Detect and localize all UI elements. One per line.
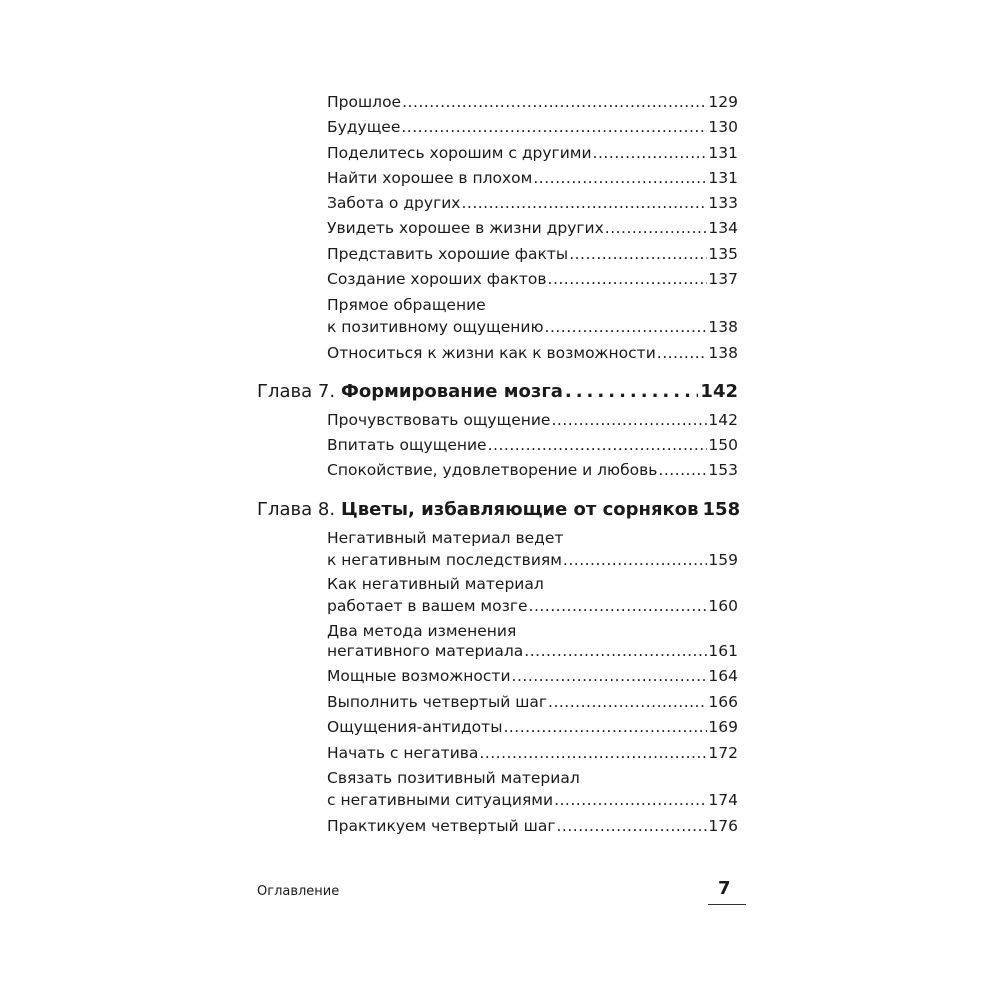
entry-title: к негативным последствиям (327, 551, 562, 569)
leader-dots (545, 317, 708, 337)
toc-entry (327, 410, 738, 430)
toc-entry-line1 (327, 528, 738, 548)
entry-page: 138 (708, 344, 738, 362)
entry-page: 137 (708, 270, 738, 288)
leader-dots (461, 193, 707, 213)
entry-page: 133 (708, 194, 738, 212)
leader-dots (556, 816, 707, 836)
page-number: 7 (718, 878, 731, 899)
toc-entry (327, 143, 738, 163)
toc-entry (327, 460, 738, 480)
entry-title: Практикуем четвертый шаг (327, 817, 556, 835)
leader-dots (605, 218, 708, 238)
entry-title: Прошлое (327, 93, 402, 111)
entry-title: Найти хорошее в плохом (327, 169, 533, 187)
toc-entry (327, 244, 738, 264)
chapter-label: Глава 8. (257, 499, 336, 520)
toc-entry (327, 92, 738, 112)
toc-entry (327, 816, 738, 836)
entry-title: Выполнить четвертый шаг (327, 693, 548, 711)
entry-title: Как негативный материал (327, 575, 544, 593)
leader-dots (548, 692, 707, 712)
entry-title: Представить хорошие факты (327, 245, 569, 263)
toc-entry (327, 692, 738, 712)
entry-title: Будущее (327, 118, 401, 136)
toc-entry (327, 269, 738, 289)
leader-dots (488, 435, 708, 455)
leader-dots (657, 343, 708, 363)
entry-page: 164 (708, 667, 738, 685)
chapter-label: Глава 7. (257, 381, 336, 402)
entry-page: 135 (708, 245, 738, 263)
entry-title: Впитать ощущение (327, 436, 487, 454)
toc-entry (327, 743, 738, 763)
entry-title: Поделитесь хорошим с другими (327, 144, 592, 162)
leader-dots (512, 666, 708, 686)
entry-page: 130 (708, 118, 738, 136)
entry-title: Негативный материал ведет (327, 529, 564, 547)
leader-dots (402, 92, 707, 112)
entry-title: Увидеть хорошее в жизни других (327, 219, 604, 237)
entry-title: с негативными ситуациями (327, 791, 554, 809)
chapter-heading (257, 381, 738, 403)
entry-page: 159 (708, 551, 738, 569)
leader-dots (565, 381, 699, 403)
leader-dots (548, 269, 708, 289)
entry-page: 134 (708, 219, 738, 237)
entry-page: 166 (708, 693, 738, 711)
chapter-heading (257, 499, 741, 521)
entry-title: Спокойствие, удовлетворение и любовь (327, 461, 658, 479)
toc-entry-line1 (327, 574, 738, 594)
chapter-title: Цветы, избавляющие от сорняков (341, 499, 699, 520)
chapter-page: 158 (702, 499, 741, 520)
entry-title: Связать позитивный материал (327, 769, 580, 787)
entry-title: работает в вашем мозге (327, 597, 528, 615)
leader-dots (569, 244, 707, 264)
entry-page: 129 (708, 93, 738, 111)
entry-page: 172 (708, 744, 738, 762)
leader-dots (563, 550, 707, 570)
toc-entry (327, 596, 738, 616)
leader-dots (593, 143, 708, 163)
leader-dots (401, 117, 707, 137)
toc-entry (327, 343, 738, 363)
toc-entry (327, 117, 738, 137)
entry-page: 174 (708, 791, 738, 809)
leader-dots (479, 743, 707, 763)
folio-rule-divider (708, 904, 746, 905)
toc-entry (327, 641, 738, 661)
toc-entry (327, 550, 738, 570)
entry-page: 169 (708, 718, 738, 736)
leader-dots (551, 410, 707, 430)
leader-dots (529, 596, 708, 616)
chapter-page: 142 (700, 381, 738, 402)
toc-entry (327, 317, 738, 337)
entry-title: Прочувствовать ощущение (327, 411, 551, 429)
entry-page: 150 (708, 436, 738, 454)
chapter-title: Формирование мозга (341, 381, 563, 402)
toc-entry (327, 790, 738, 810)
entry-title: Мощные возможности (327, 667, 511, 685)
toc-entry (327, 218, 738, 238)
entry-title: Относиться к жизни как к возможности (327, 344, 656, 362)
toc-entry-line1 (327, 768, 738, 788)
leader-dots (554, 790, 707, 810)
entry-title: Создание хороших фактов (327, 270, 547, 288)
entry-page: 138 (708, 318, 738, 336)
toc-entry (327, 666, 738, 686)
entry-page: 160 (708, 597, 738, 615)
toc-entry (327, 435, 738, 455)
entry-title: Забота о других (327, 194, 461, 212)
toc-entry (327, 168, 738, 188)
entry-page: 131 (708, 169, 738, 187)
toc-entry-line1 (327, 295, 738, 315)
toc-entry (327, 717, 738, 737)
entry-page: 176 (708, 817, 738, 835)
entry-page: 153 (708, 461, 738, 479)
entry-title: Прямое обращение (327, 296, 486, 314)
entry-title: негативного материала (327, 642, 524, 660)
entry-title: Начать с негатива (327, 744, 479, 762)
entry-title: Два метода изменения (327, 622, 517, 640)
entry-page: 131 (708, 144, 738, 162)
running-footer-label: Оглавление (257, 884, 340, 899)
toc-entry (327, 193, 738, 213)
entry-page: 161 (708, 642, 738, 660)
toc-entry-line1 (327, 621, 738, 641)
entry-page: 142 (708, 411, 738, 429)
entry-title: к позитивному ощущению (327, 318, 544, 336)
entry-title: Ощущения-антидоты (327, 718, 503, 736)
leader-dots (533, 168, 707, 188)
leader-dots (524, 641, 707, 661)
leader-dots (658, 460, 707, 480)
leader-dots (503, 717, 707, 737)
